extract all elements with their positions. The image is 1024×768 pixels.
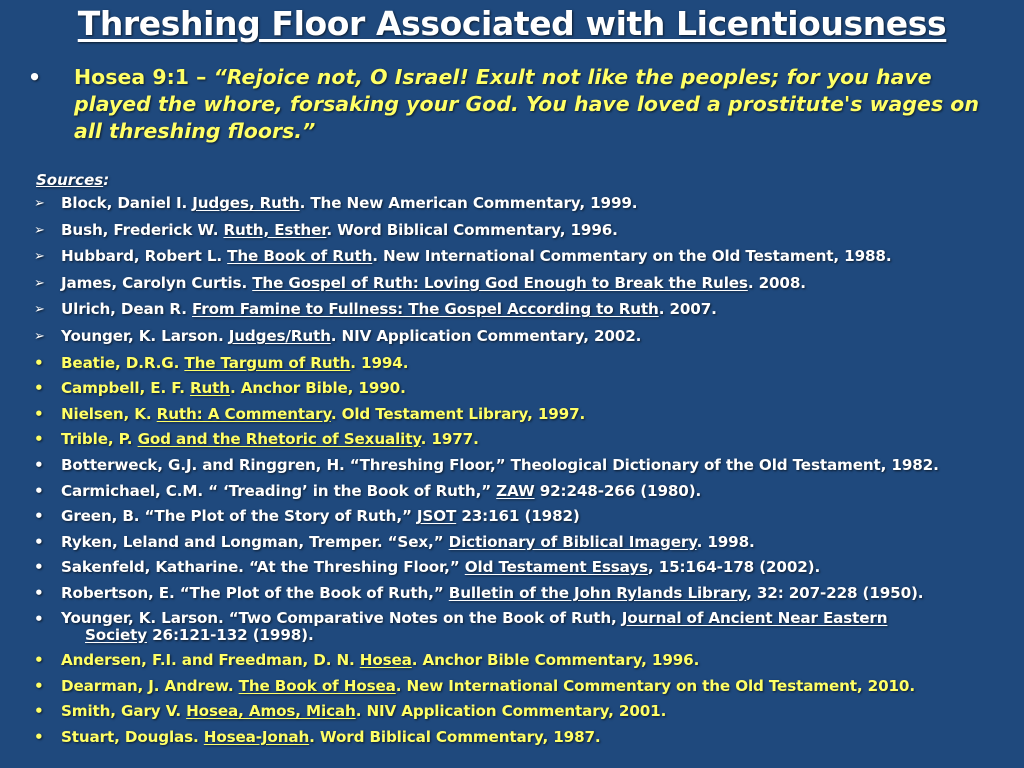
book-title: Hosea xyxy=(359,651,412,670)
sources-label xyxy=(36,171,109,189)
list-item: • Carmichael, C.M. “ ‘Treading’ in the Book of Ruth,” ZAW 92:248-266 (1980). xyxy=(34,481,702,500)
arrow-bullet-icon: ➢ xyxy=(34,275,45,291)
bullet-icon: • xyxy=(34,651,44,670)
bullet-icon: • xyxy=(34,481,44,500)
list-item: ➢ Bush, Frederick W. Ruth, Esther. Word Biblical Commentary, 1996. xyxy=(34,220,618,239)
book-title: Dictionary of Biblical Imagery xyxy=(448,532,697,551)
arrow-bullet-icon: ➢ xyxy=(34,328,45,344)
journal-title: ZAW xyxy=(496,481,535,500)
bullet-icon: • xyxy=(34,430,44,449)
list-item: • Beatie, D.R.G. The Targum of Ruth. 1994. xyxy=(34,353,409,372)
bullet-icon: • xyxy=(28,65,42,89)
verse-quote: “Rejoice not, O Israel! Exult not like the peoples; for you have played the whore, forsaking your God. You have loved a prostitute's wages on all threshing floors.” xyxy=(74,65,979,143)
bullet-icon: • xyxy=(34,379,44,398)
list-item: • Green, B. “The Plot of the Story of Ruth,” JSOT 23:161 (1982) xyxy=(34,507,580,526)
book-title: From Famine to Fullness: The Gospel According to Ruth xyxy=(192,300,659,319)
list-item: ➢ Ulrich, Dean R. From Famine to Fullness: The Gospel According to Ruth. 2007. xyxy=(34,300,717,319)
list-item: • Campbell, E. F. Ruth. Anchor Bible, 1990. xyxy=(34,379,406,398)
book-title: Judges/Ruth xyxy=(228,326,331,345)
book-title: Judges, Ruth xyxy=(192,194,300,212)
list-item: ➢ James, Carolyn Curtis. The Gospel of Ruth: Loving God Enough to Break the Rules. 2008. xyxy=(34,273,806,292)
list-item: • Younger, K. Larson. “Two Comparative Notes on the Book of Ruth, Journal of Ancient Near Eastern Society 26:121-132 (1998). xyxy=(34,608,888,644)
arrow-bullet-icon: ➢ xyxy=(34,302,45,318)
arrow-bullet-icon: ➢ xyxy=(34,222,45,238)
list-item: • Botterweck, G.J. and Ringgren, H. “Threshing Floor,” Theological Dictionary of the Old Testament, 1982. xyxy=(34,455,939,474)
bullet-icon: • xyxy=(34,455,44,474)
list-item: • Sakenfeld, Katharine. “At the Threshing Floor,” Old Testament Essays, 15:164-178 (2002). xyxy=(34,558,821,577)
list-item: • Andersen, F.I. and Freedman, D. N. Hosea. Anchor Bible Commentary, 1996. xyxy=(34,651,700,670)
journal-title: Bulletin of the John Rylands Library xyxy=(448,583,747,602)
sources-colon: : xyxy=(103,171,110,189)
list-item: • Stuart, Douglas. Hosea-Jonah. Word Biblical Commentary, 1987. xyxy=(34,727,601,746)
slide-title: Threshing Floor Associated with Licentiousness xyxy=(77,4,947,43)
arrow-bullet-icon: ➢ xyxy=(34,196,45,211)
journal-title-continued: Society xyxy=(85,625,147,644)
book-title: Ruth: A Commentary xyxy=(156,404,331,423)
book-title: The Book of Ruth xyxy=(227,247,373,266)
list-item: • Dearman, J. Andrew. The Book of Hosea. New International Commentary on the Old Testament, 2010. xyxy=(34,676,915,695)
bullet-icon: • xyxy=(34,727,44,746)
bullet-icon: • xyxy=(34,676,44,695)
book-title: Hosea, Amos, Micah xyxy=(186,702,356,721)
journal-title: Journal of Ancient Near Eastern xyxy=(621,608,888,627)
list-item: • Nielsen, K. Ruth: A Commentary. Old Testament Library, 1997. xyxy=(34,404,586,423)
arrow-bullet-icon: ➢ xyxy=(34,249,45,265)
journal-title: JSOT xyxy=(416,507,457,526)
bullet-icon: • xyxy=(34,404,44,423)
bullet-icon: • xyxy=(34,353,44,372)
bullet-icon: • xyxy=(34,702,44,721)
bullet-icon: • xyxy=(34,507,44,526)
book-title: God and the Rhetoric of Sexuality xyxy=(137,430,421,449)
reference-list xyxy=(34,194,1014,753)
list-item: ➢ Younger, K. Larson. Judges/Ruth. NIV Application Commentary, 2002. xyxy=(34,326,642,345)
book-title: The Targum of Ruth xyxy=(184,353,351,372)
book-title: Ruth, Esther xyxy=(223,220,327,239)
sources-heading: Sources xyxy=(36,171,104,189)
bullet-icon: • xyxy=(34,558,44,577)
list-item: • Robertson, E. “The Plot of the Book of Ruth,” Bulletin of the John Rylands Library, 32: 207-228 (1950). xyxy=(34,583,924,602)
bullet-icon: • xyxy=(34,609,44,628)
verse-reference: Hosea 9:1 – xyxy=(74,65,214,89)
list-item: • Smith, Gary V. Hosea, Amos, Micah. NIV Application Commentary, 2001. xyxy=(34,702,667,721)
book-title: Ruth xyxy=(189,379,230,398)
book-title: The Book of Hosea xyxy=(238,676,396,695)
bullet-icon: • xyxy=(34,532,44,551)
bullet-icon: • xyxy=(34,583,44,602)
journal-title: Old Testament Essays xyxy=(464,558,648,577)
list-item: • Ryken, Leland and Longman, Tremper. “Sex,” Dictionary of Biblical Imagery. 1998. xyxy=(34,532,755,551)
list-item: • Trible, P. God and the Rhetoric of Sexuality. 1977. xyxy=(34,430,479,449)
list-item: ➢ Block, Daniel I. Judges, Ruth. The New American Commentary, 1999. xyxy=(34,194,638,212)
verse-bullet-item xyxy=(28,64,988,145)
verse-text xyxy=(74,64,988,145)
list-item: ➢ Hubbard, Robert L. The Book of Ruth. New International Commentary on the Old Testament, 1988. xyxy=(34,247,892,266)
book-title: The Gospel of Ruth: Loving God Enough to Break the Rules xyxy=(252,273,748,292)
book-title: Hosea-Jonah xyxy=(203,727,310,746)
